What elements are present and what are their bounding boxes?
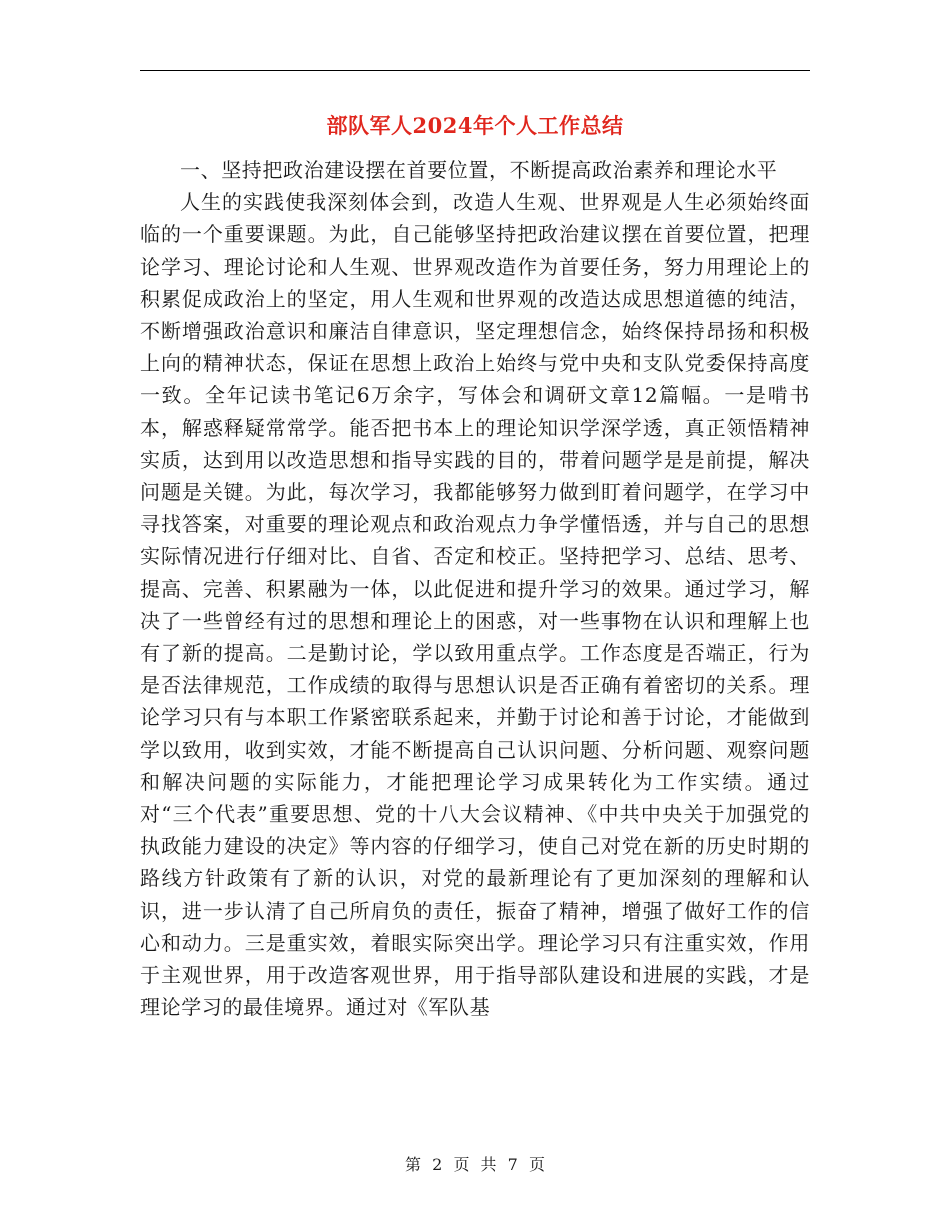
footer-total-pages: 7 [507,1155,518,1174]
footer-current-page: 2 [432,1155,443,1174]
page-footer [0,1155,950,1175]
footer-prefix: 第 [405,1155,422,1174]
footer-suffix: 页 [528,1155,545,1174]
body-paragraph: 人生的实践使我深刻体会到，改造人生观、世界观是人生必须始终面临的一个重要课题。为此，自己能够坚持把政治建议摆在首要位置，把理论学习、理论讨论和人生观、世界观改造作为首要任务，努力用理论上的积累促成政治上的坚定，用人生观和世界观的改造达成思想道德的纯洁，不断增强政治意识和廉洁自律意识，坚定理想信念，始终保持昂扬和积极上向的精神状态，保证在思想上政治上始终与党中央和支队党委保持高度一致。全年记读书笔记6万余字，写体会和调研文章12篇幅。一是啃书本，解惑释疑常常学。能否把书本上的理论知识学深学透，真正领悟精神实质，达到用以改造思想和指导实践的目的，带着问题学是是前提，解决问题是关键。为此，每次学习，我都能够努力做到盯着问题学，在学习中寻找答案，对重要的理论观点和政治观点力争学懂悟透，并与自己的思想实际情况进行仔细对比、自省、否定和校正。坚持把学习、总结、思考、提高、完善、积累融为一体，以此促进和提升学习的效果。通过学习，解决了一些曾经有过的思想和理论上的困惑，对一些事物在认识和理解上也有了新的提高。二是勤讨论，学以致用重点学。工作态度是否端正，行为是否法律规范，工作成绩的取得与思想认识是否正确有着密切的关系。理论学习只有与本职工作紧密联系起来，并勤于讨论和善于讨论，才能做到学以致用，收到实效，才能不断提高自己认识问题、分析问题、观察问题和解决问题的实际能力，才能把理论学习成果转化为工作实绩。通过对“三个代表”重要思想、党的十八大会议精神、《中共中央关于加强党的执政能力建设的决定》等内容的仔细学习，使自己对党在新的历史时期的路线方针政策有了新的认识，对党的最新理论有了更加深刻的理解和认识，进一步认清了自己所肩负的责任，振奋了精神，增强了做好工作的信心和动力。三是重实效，着眼实际突出学。理论学习只有注重实效，作用于主观世界，用于改造客观世界，用于指导部队建设和进展的实践，才是理论学习的最佳境界。通过对《军队基 [140,190,810,1020]
section-heading: 一、坚持把政治建设摆在首要位置，不断提高政治素养和理论水平 [180,158,778,182]
footer-total-prefix: 共 [480,1155,497,1174]
page-title: 部队军人2024年个人工作总结 [326,113,624,138]
document-body [140,154,810,1023]
header-rule [140,70,810,71]
footer-middle: 页 [453,1155,470,1174]
